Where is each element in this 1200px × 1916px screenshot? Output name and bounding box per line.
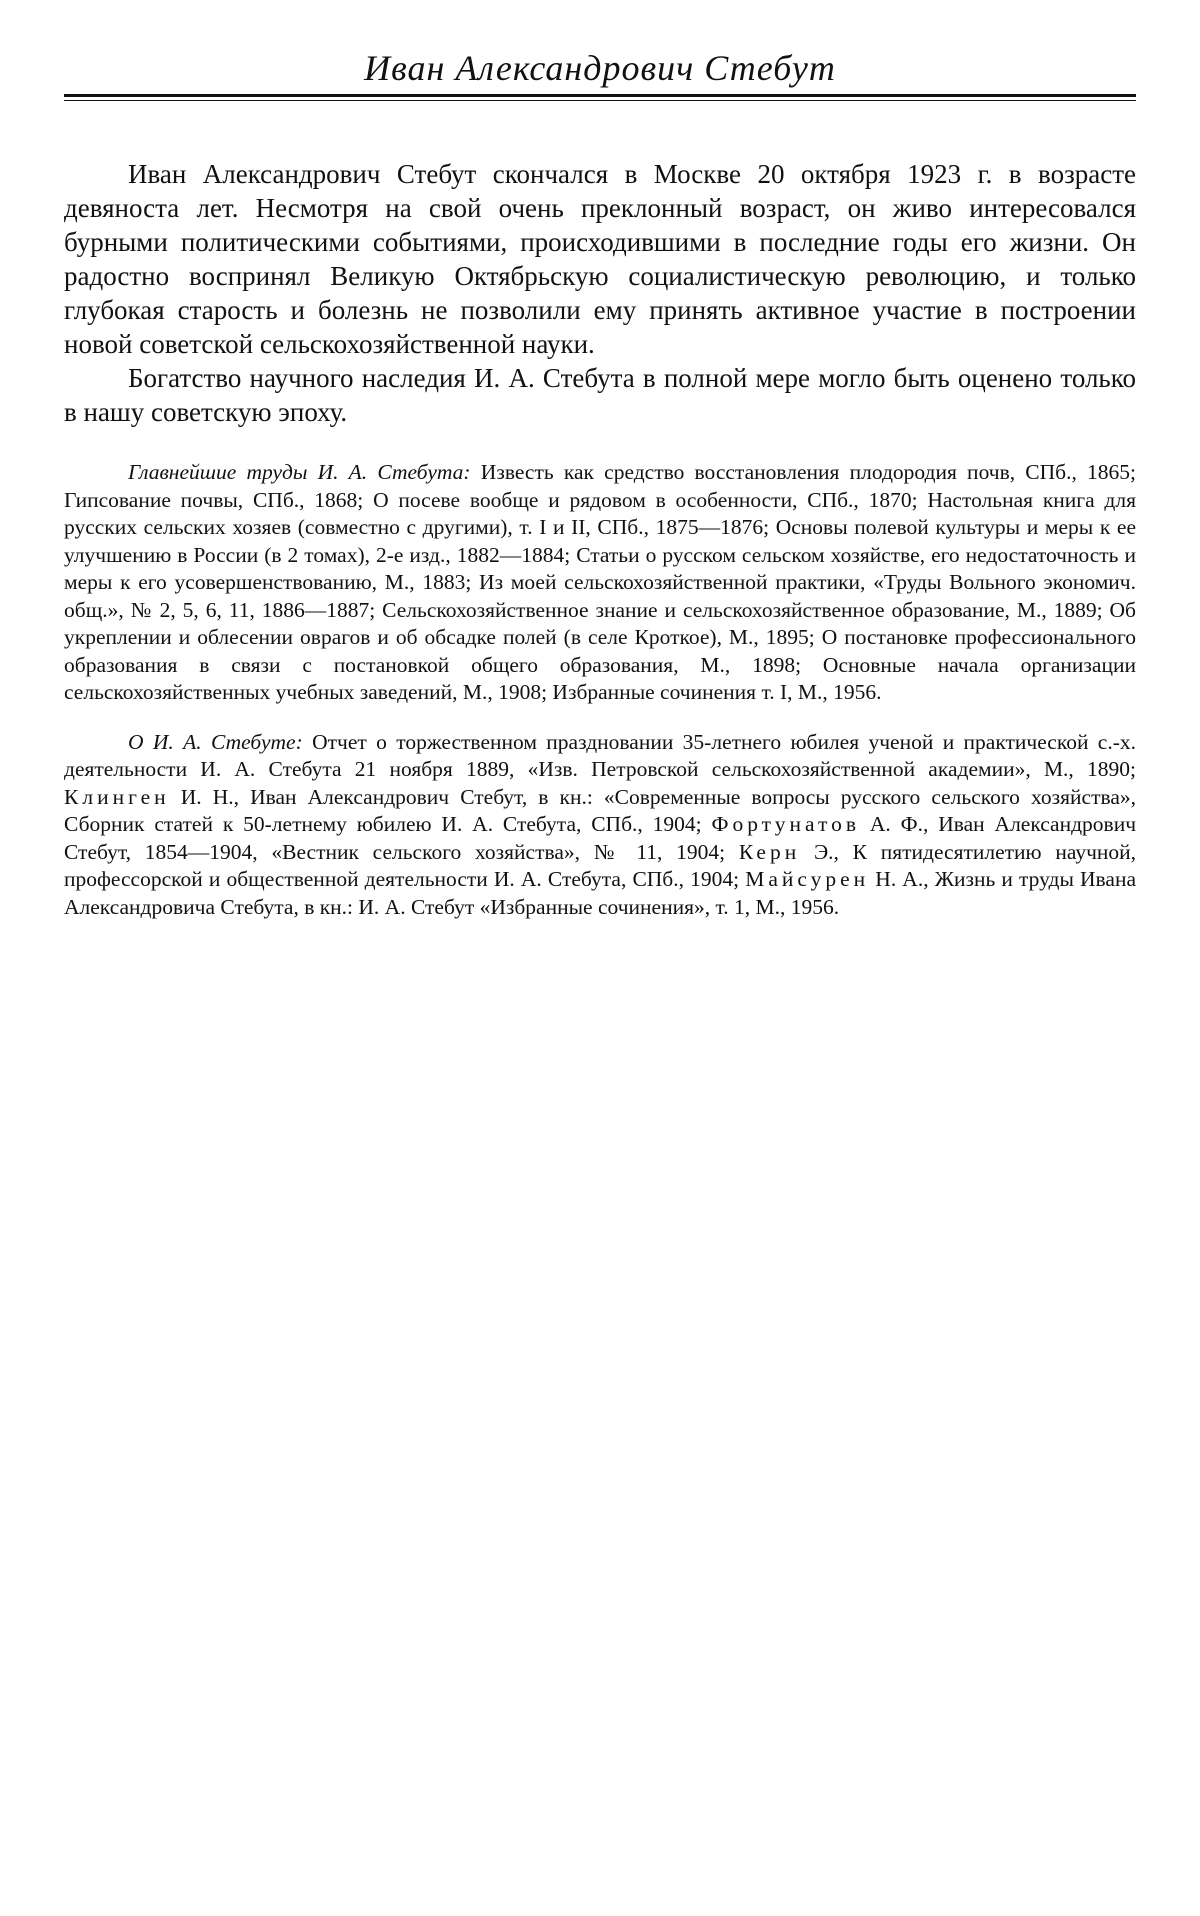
references xyxy=(64,459,1136,921)
works-list xyxy=(64,459,1136,707)
about-heading: О И. А. Стебуте: xyxy=(128,729,303,754)
about-text: Н. А., Жизнь и труды Ивана Александровича Стебута, в кн.: И. А. Стебут «Избранные сочинения», т. 1, М., 1956. xyxy=(64,867,1136,919)
page xyxy=(64,48,1136,921)
author-name: Фортунатов xyxy=(711,812,861,836)
about-text: Отчет о торжественном праздновании 35-летнего юбилея ученой и практической с.-х. деятельности И. А. Стебута 21 ноября 1889, «Изв. Петровской сельскохозяйственной академии», М., 1890; xyxy=(64,729,1137,781)
body-paragraph: Богатство научного наследия И. А. Стебута в полной мере могло быть оценено только в нашу советскую эпоху. xyxy=(64,363,1136,427)
about-text: Э., К пятидесятилетию научной, профессорской и общественной деятельности И. А. Стебута, СПб., 1904; xyxy=(64,839,1137,891)
author-name: Майсурен xyxy=(745,867,870,891)
header-rule-thin xyxy=(64,100,1136,101)
author-name: Керн xyxy=(738,839,801,864)
author-name: Клинген xyxy=(64,784,170,809)
about-text: И. Н., Иван Александрович Стебут, в кн.: «Современные вопросы русского сельского хозяйства», Сборник статей к 50-летнему юбилею И. А. Стебута, СПб., 1904; xyxy=(64,784,1137,836)
body-text xyxy=(64,157,1136,429)
running-head: Иван Александрович Стебут xyxy=(364,48,836,88)
works-heading: Главнейшие труды И. А. Стебута: xyxy=(128,460,471,484)
about-text: А. Ф., Иван Александрович Стебут, 1854—1904, «Вестник сельского хозяйства», № 11, 1904; xyxy=(64,812,1137,864)
body-paragraph: Иван Александрович Стебут скончался в Москве 20 октября 1923 г. в возрасте девяноста лет. Несмотря на свой очень преклонный возраст, он живо интересовался бурными политическими событиями, происходившими в последние годы его жизни. Он радостно воспринял Великую Октябрьскую социалистическую революцию, и только глубокая старость и болезнь не позволили ему принять активное участие в построении новой советской сельскохозяйственной науки. xyxy=(64,159,1136,359)
about-list xyxy=(64,729,1136,922)
header-rule-thick xyxy=(64,94,1136,97)
works-text: Известь как средство восстановления плодородия почв, СПб., 1865; Гипсование почвы, СПб., 1868; О посеве вообще и рядовом в особенности, СПб., 1870; Настольная книга для русских сельских хозяев (совместно с другими), т. I и II, СПб., 1875—1876; Основы полевой культуры и меры к ее улучшению в России (в 2 томах), 2-е изд., 1882—1884; Статьи о русском сельском хозяйстве, его недостаточность и меры к его усовершенствованию, М., 1883; Из моей сельскохозяйственной практики, «Труды Вольного экономич. общ.», № 2, 5, 6, 11, 1886—1887; Сельскохозяйственное знание и сельскохозяйственное образование, М., 1889; Об укреплении и облесении оврагов и об обсадке полей (в селе Кроткое), М., 1895; О постановке профессионального образования в связи с постановкой общего образования, М., 1898; Основные начала организации сельскохозяйственных учебных заведений, М., 1908; Избранные сочинения т. I, М., 1956. xyxy=(64,460,1137,704)
